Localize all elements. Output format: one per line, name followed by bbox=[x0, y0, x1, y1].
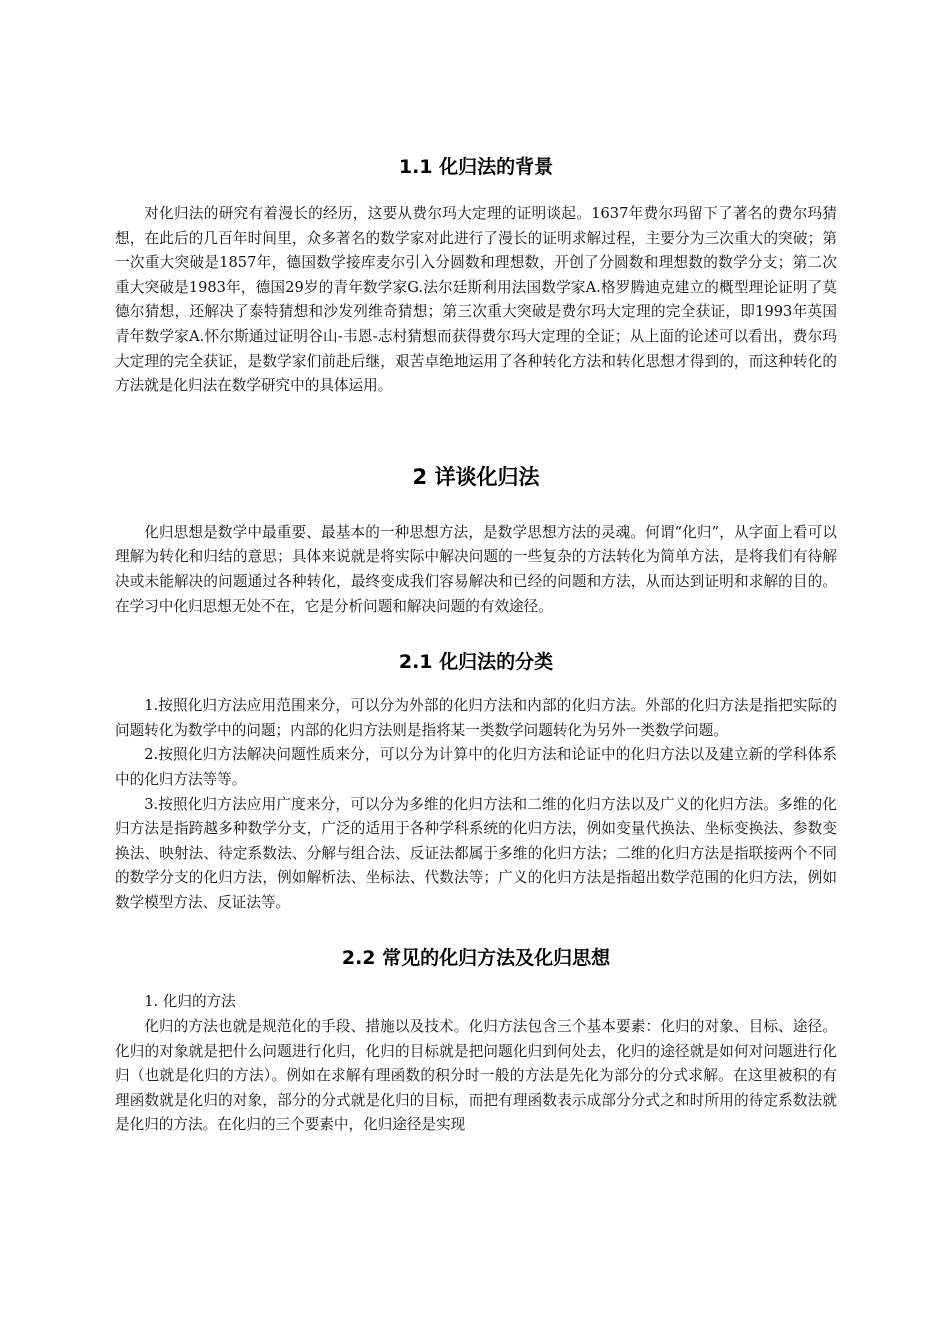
section-heading-1-1: 1.1 化归法的背景 bbox=[398, 156, 554, 178]
paragraph: 1.按照化归方法应用范围来分，可以分为外部的化归方法和内部的化归方法。外部的化归方法是指把实际的问题转化为数学中的问题；内部的化归方法则是指将某一类数学问题转化为另外一类数学问题。 bbox=[115, 697, 837, 739]
section-heading-2: 2 详谈化归法 bbox=[412, 464, 540, 489]
paragraph: 对化归法的研究有着漫长的经历，这要从费尔玛大定理的证明谈起。1637年费尔玛留下了著名的费尔玛猜想，在此后的几百年时间里，众多著名的数学家对此进行了漫长的证明求解过程，主要分为三次重大的突破；第一次重大突破是1857年，德国数学接库麦尔引入分圆数和理想数，开创了分圆数和理想数的数学分支；第二次重大突破是1983年，德国29岁的青年数学家G.法尔廷斯利用法国数学家A.格罗腾迪克建立的概型理论证明了莫德尔猜想，还解决了泰特猜想和沙发列维奇猜想；第三次重大突破是费尔玛大定理的完全获证，即1993年英国青年数学家A.怀尔斯通过证明谷山-韦恩-志村猜想而获得费尔玛大定理的全证；从上面的论述可以看出，费尔玛大定理的完全获证，是数学家们前赴后继，艰苦卓绝地运用了各种转化方法和转化思想才得到的，而这种转化的方法就是化归法在数学研究中的具体运用。 bbox=[115, 205, 837, 395]
paragraph: 化归的方法也就是规范化的手段、措施以及技术。化归方法包含三个基本要素：化归的对象、目标、途径。化归的对象就是把什么问题进行化归，化归的目标就是把问题化归到何处去，化归的途径就是如何对问题进行化归（也就是化归的方法）。例如在求解有理函数的积分时一般的方法是先化为部分的分式求解。在这里被积的有理函数就是化归的对象，部分的分式就是化归的目标，而把有理函数表示成部分分式之和时所用的待定系数法就是化归的方法。在化归的三个要素中，化归途径是实现 bbox=[115, 1018, 837, 1134]
paragraph: 3.按照化归方法应用广度来分，可以分为多维的化归方法和二维的化归方法以及广义的化归方法。多维的化归方法是指跨越多种数学分支，广泛的适用于各种学科系统的化归方法，例如变量代换法、坐标变换法、参数变换法、映射法、待定系数法、分解与组合法、反证法都属于多维的化归方法；二维的化归方法是指联接两个不同的数学分支的化归方法，例如解析法、坐标法、代数法等；广义的化归方法是指超出数学范围的化归方法，例如数学模型方法、反证法等。 bbox=[115, 795, 837, 911]
document-body bbox=[115, 152, 837, 1138]
paragraph: 2.按照化归方法解决问题性质来分，可以分为计算中的化归方法和论证中的化归方法以及建立新的学科体系中的化归方法等等。 bbox=[115, 746, 837, 788]
section-heading-2-2: 2.2 常见的化归方法及化归思想 bbox=[341, 947, 611, 970]
paragraph: 1. 化归的方法 bbox=[144, 993, 236, 1011]
section-heading-2-1: 2.1 化归法的分类 bbox=[398, 651, 554, 674]
paragraph: 化归思想是数学中最重要、最基本的一种思想方法，是数学思想方法的灵魂。何谓“化归”，从字面上看可以理解为转化和归结的意思；具体来说就是将实际中解决问题的一些复杂的方法转化为简单方法，是将我们有待解决或未能解决的问题通过各种转化，最终变成我们容易解决和已经的问题和方法，从而达到证明和求解的目的。在学习中化归思想无处不在，它是分析问题和解决问题的有效途径。 bbox=[115, 523, 837, 615]
